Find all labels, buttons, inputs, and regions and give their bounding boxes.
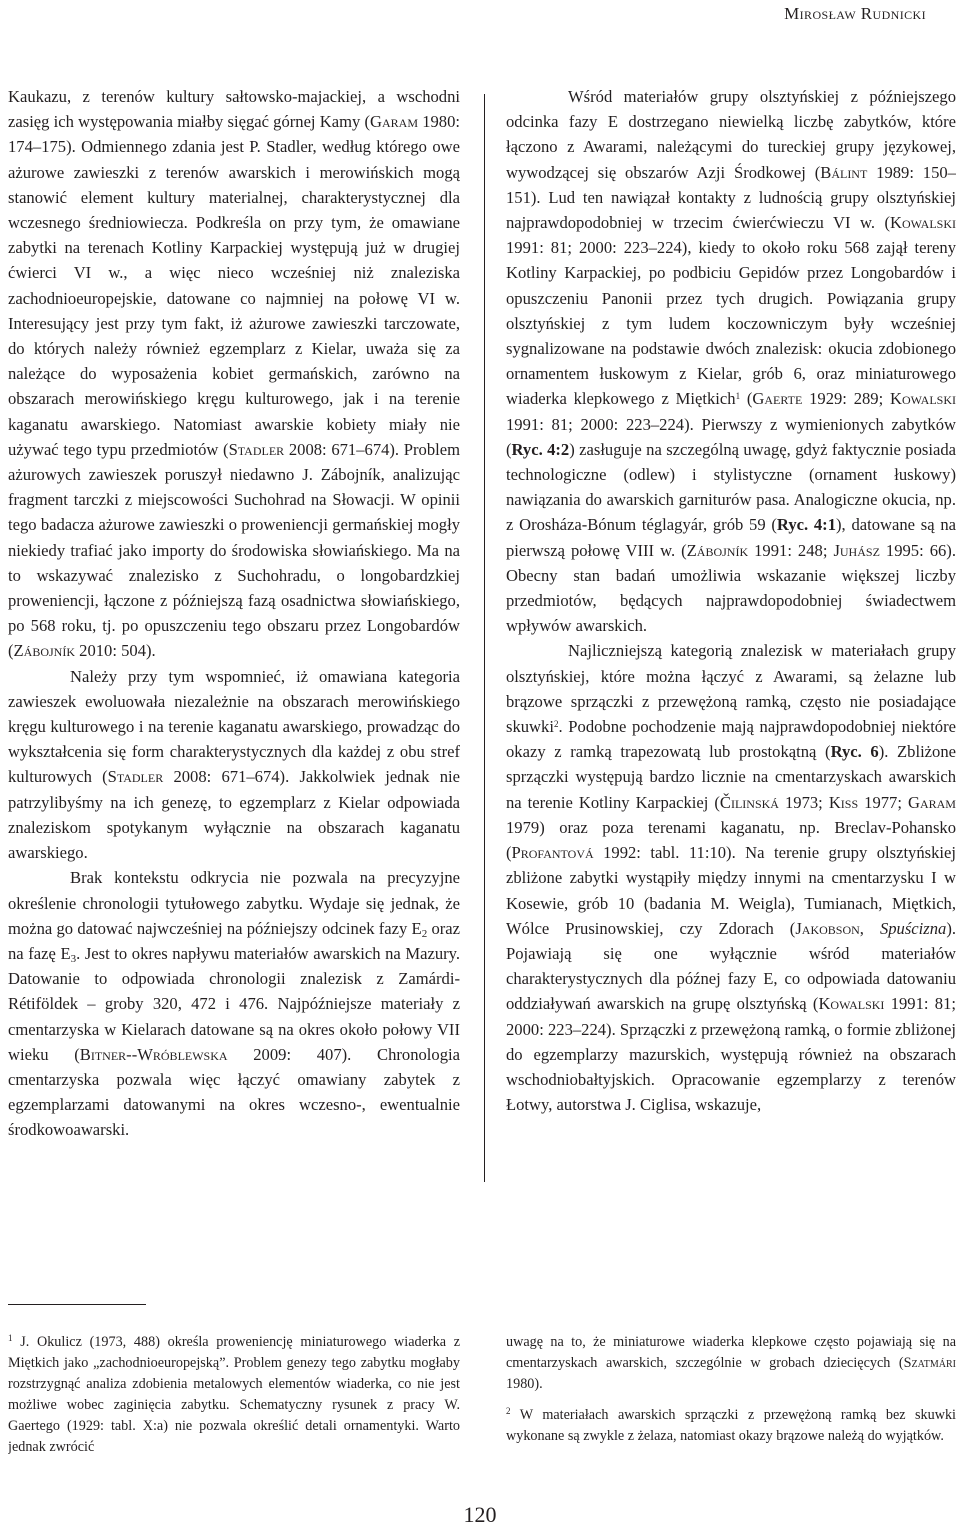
text-run: ), datowane są na pierwszą połowę VIII w. ( xyxy=(506,515,956,560)
text-run: Należy przy tym wspomnieć, iż omawiana kategoria zawieszek ewoluowała niezależnie na obszarach merowińskiego kręgu kulturowego i na terenie kaganatu awarskiego, prowadząc do wykształcenia się form charakterystycznych dla każdej z obu stref kulturowych ( xyxy=(8,666,460,787)
citation: Kowalski xyxy=(890,213,956,233)
citation: Kowalski xyxy=(890,389,956,409)
text-run: 1929: 289; xyxy=(802,389,891,409)
paragraph xyxy=(8,865,460,1142)
subscript: 3 xyxy=(70,952,77,965)
text-run: 1991: 81; 2000: 223–224). Pierwszy z wymienionych zabytków ( xyxy=(506,414,956,459)
citation: Garam xyxy=(370,112,419,132)
text-run: , xyxy=(859,918,880,938)
figure-ref: Ryc. 4:2 xyxy=(511,439,570,459)
left-column xyxy=(8,84,460,1194)
text-run: . Podobne pochodzenie mają najprawdopodobniej niektóre okazy z ramką trapezowatą lub prostokątną ( xyxy=(506,717,956,762)
paragraph xyxy=(8,84,460,664)
citation: Juhász xyxy=(833,540,880,560)
text-run: 1980: 174–175). Odmiennego zdania jest P. Stadler, według którego owe ażurowe zawieszki z terenów awarskich i merowińskich mogą stanowić element kultury materialnej, charakterystycznej dla wczesnego średniowiecza. Podkreśla on przy tym, że omawiane zabytki na terenach Kotliny Karpackiej występują już w drugiej ćwierci VI w., a więc nieco wcześniej niż znaleziska zachodnioeuropejskie, datowane co najmniej na połowę VI w. Interesujący jest przy tym fakt, iż ażurowe zawieszki tarczowate, do których należy również egzemplarz z Kielar, uważa się za należące do wyposażenia kobiet germańskich, zarówno na obszarach merowińskiego kręgu kulturowego, jak i na terenie kaganatu awarskiego. Natomiast awarskie kobiety miały nie używać tego typu przedmiotów ( xyxy=(8,112,460,459)
text-run: 1991: 81; 2000: 223–224), kiedy to około roku 568 zajął tereny Kotliny Karpackiej, po podbiciu Gepidów przez Longobardów i opuszczeniu Panonii przez tych drugich. Powiązania grupy olsztyńskiej z tym ludem koczowniczym były wcześniej sygnalizowane na podstawie dwóch znalezisk: okucia zdobionego ornamentem łuskowym z Kielar, grób 6, oraz miniaturowego wiaderka klepkowego z Miętkich xyxy=(506,238,956,409)
text-run: 1991: 81; 2000: 223–224). Sprzączki z przewężoną ramką, o formie zbliżonej do egzemplarzy mazurskich, występują również na obszarach wschodniobałtyjskich. Opracowanie egzemplarzy z terenów Łotwy, autorstwa J. Ciglisa, wskazuje, xyxy=(506,994,956,1115)
citation: Zábojník xyxy=(686,540,749,560)
footnote-column-right xyxy=(506,1332,956,1472)
running-head: Mirosław Rudnicki xyxy=(784,4,926,23)
citation: Garam xyxy=(907,792,956,812)
right-column xyxy=(506,84,956,1194)
text-run: J. Okulicz (1973, 488) określa proweniencję miniaturowego wiaderka z Miętkich jako „zachodnioeuropejską”. Problem genezy tego zabytku mogłaby rozstrzygnąć analiza zdobienia metalowych elementów wiaderka, co nie jest możliwe wobec zaginięcia zabytku. Schematyczny rysunek z pracy W. Gaertego (1929: tabl. X:a) nie pozwala określić detali ornamentyki. Warto jednak zwrócić xyxy=(8,1334,460,1455)
paragraph xyxy=(8,664,460,866)
text-run: Najliczniejszą kategorią znalezisk w materiałach grupy olsztyńskiej, które można łączyć z Awarami, są żelazne lub brązowe sprzączki z przewężoną ramką, często nie posiadające skuwki xyxy=(506,641,956,737)
text-run: ) zasługuje na szczególną uwagę, gdyż faktycznie posiada technologiczne (odlew) i stylistyczne (ornament łuskowy) nawiązania do awarskich garniturów pasa. Analogiczne okucia, np. z Orosháza-Bónum téglagyár, grób 59 ( xyxy=(506,439,956,535)
text-run: 1991: 248; xyxy=(748,540,834,560)
text-run: uwagę na to, że miniaturowe wiaderka klepkowe często pojawiają się na cmentarzyskach awarskich, szczególnie w grobach dziecięcych ( xyxy=(506,1334,956,1371)
footnote-1 xyxy=(8,1332,460,1458)
citation: Kiss xyxy=(828,792,859,812)
text-run: 1977; xyxy=(858,792,908,812)
figure-ref: Ryc. 4:1 xyxy=(776,515,837,535)
italic-title: Spuścizna xyxy=(879,918,947,938)
text-run: Wśród materiałów grupy olsztyńskiej z późniejszego odcinka fazy E dostrzegano niewielką liczbę zabytków, które łączono z Awarami, należącymi do tureckiej grupy językowej, wywodzącej się obszarów Azji Środkowej ( xyxy=(506,87,956,182)
footnote-2 xyxy=(506,1405,956,1447)
citation: Jakobson xyxy=(795,918,860,938)
text-run: . Jest to okres napływu materiałów awarskich na Mazury. Datowanie to odpowiada chronologii znalezisk z Zamárdi-Rétiföldek – groby 320, 472 i 476. Najpóźniejsze materiały z cmentarzyska w Kielarach datowane są na okres około połowy VII wieku ( xyxy=(8,943,460,1064)
citation: Čilinská xyxy=(719,792,779,812)
text-run: 1989: 150–151). Lud ten nawiązał kontakty z ludnością grupy olsztyńskiej najprawdopodobniej w trzecim ćwierćwieczu VI w. ( xyxy=(506,162,956,233)
citation: Profantová xyxy=(511,843,594,863)
citation: Bitner--Wróblewska xyxy=(79,1044,228,1064)
footnote-ref[interactable]: 2 xyxy=(553,719,559,730)
text-run: W materiałach awarskich sprzączki z przewężoną ramką bez skuwki wykonane są zwykle z żelaza, natomiast okazy brązowe należą do wyjątków. xyxy=(506,1407,956,1444)
subscript: 2 xyxy=(421,927,428,940)
citation: Gaerte xyxy=(752,389,803,409)
text-run: oraz na fazę E xyxy=(8,918,460,963)
citation: Stadler xyxy=(228,439,285,459)
footnote-1-continued xyxy=(506,1332,956,1395)
footnote-rule xyxy=(8,1304,146,1305)
paragraph xyxy=(506,638,956,1117)
footnote-number: 1 xyxy=(8,1333,13,1343)
text-run: 1995: 66). Obecny stan badań umożliwia wskazanie większej liczby przedmiotów, będących najprawdopodobniej świadectwem wpływów awarskich. xyxy=(506,540,956,636)
citation: Bálint xyxy=(820,162,868,182)
footnote-ref[interactable]: 1 xyxy=(735,391,741,402)
text-run: 2010: 504). xyxy=(75,641,156,661)
text-run: ( xyxy=(740,389,753,409)
figure-ref: Ryc. 6 xyxy=(830,742,879,762)
text-run: 2008: 671–674). Problem ażurowych zawieszek poruszył niedawno J. Zábojník, analizując fragment tarczki z miejscowości Suchohrad na Słowacji. W opinii tego badacza ażurowe zawieszki o proweniencji germańskiej mogły niekiedy trafiać jako importy do środowiska słowiańskiego. Ma na to wskazywać znalezisko z Suchohradu, o longobardzkiej proweniencji, łączone z późniejszą fazą osadnictwa słowiańskiego, po 568 roku, tj. po opuszczeniu tego obszaru przez Longobardów ( xyxy=(8,439,460,661)
text-run: Kaukazu, z terenów kultury sałtowsko-majackiej, a wschodni zasięg ich występowania miałby sięgać górnej Kamy ( xyxy=(8,87,460,132)
citation: Kowalski xyxy=(818,994,885,1014)
citation: Stadler xyxy=(107,767,164,787)
footnote-number: 2 xyxy=(506,1406,511,1416)
text-run: ). Pojawiają się one wyłącznie wśród materiałów charakterystycznych dla późnej fazy E, co odpowiada datowaniu oddziaływań awarskich na grupę olsztyńską ( xyxy=(506,918,956,1014)
paragraph xyxy=(506,84,956,638)
footnote-column-left xyxy=(8,1332,460,1472)
text-run: 1992: tabl. 11:10). Na terenie grupy olsztyńskiej zbliżone zabytki wystąpiły między innymi na cmentarzysku I w Kosewie, grób 10 (badania M. Weigla), Tumianach, Miętkich, Wólce Prusinowskiej, czy Zdorach ( xyxy=(506,843,956,938)
text-run: 1973; xyxy=(778,792,829,812)
column-divider xyxy=(484,94,485,1182)
citation: Szatmári xyxy=(903,1355,956,1371)
text-run: 1980). xyxy=(506,1376,543,1392)
text-run: Brak kontekstu odkrycia nie pozwala na precyzyjne określenie chronologii tytułowego zabytku. Wydaje się jednak, że można go datować najwcześniej na późniejszy odcinek fazy E xyxy=(8,868,460,938)
text-run: 2009: 407). Chronologia cmentarzyska pozwala więc łączyć omawiany zabytek z egzemplarzami datowanymi na okres wczesno-, ewentualnie środkowoawarski. xyxy=(8,1044,460,1140)
citation: Zábojník xyxy=(13,641,76,661)
text-run: ). Zbliżone sprzączki występują bardzo licznie na cmentarzyskach awarskich na terenie Kotliny Karpackiej ( xyxy=(506,742,956,812)
text-run: 2008: 671–674). Jakkolwiek jednak nie patrzylibyśmy na ich genezę, to egzemplarz z Kielar odpowiada znaleziskom spotykanym wyłącznie na obszarach kaganatu awarskiego. xyxy=(8,767,460,863)
text-run: 1979) oraz poza terenami kaganatu, np. Breclav-Pohansko ( xyxy=(506,817,956,863)
page-number: 120 xyxy=(463,1502,497,1527)
